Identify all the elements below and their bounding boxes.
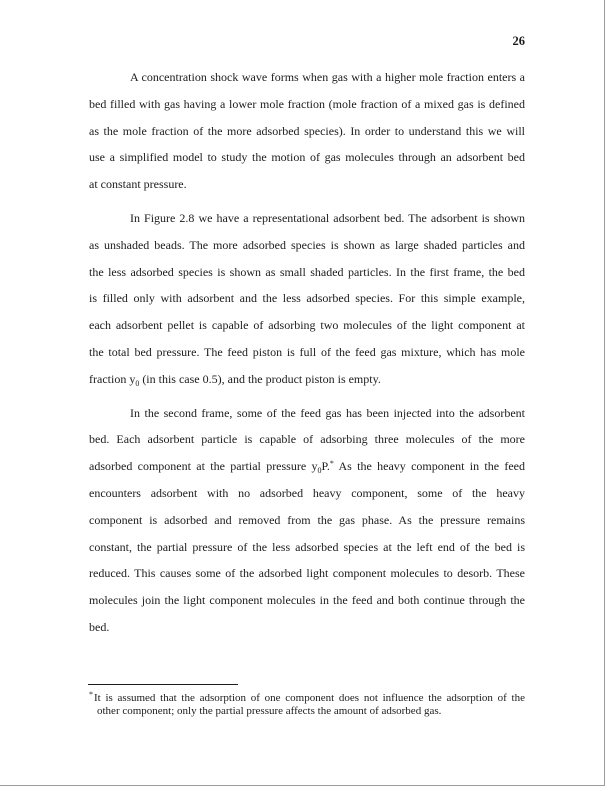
text-line: is filled only with adsorbent and the less adsorbed species. For this simple example, — [89, 291, 525, 306]
text-line — [89, 453, 525, 480]
text-line: bed filled with gas having a lower mole fraction (mole fraction of a mixed gas is defined — [89, 96, 525, 111]
footnote-separator — [88, 684, 238, 685]
text-line: A concentration shock wave forms when gas with a higher mole fraction enters a — [130, 70, 525, 84]
footnote — [89, 692, 525, 717]
text-line: molecules join the light component molecules in the feed and both continue through the — [89, 593, 525, 608]
subscript: 0 — [135, 378, 140, 388]
text-segment: P. — [321, 459, 330, 474]
text-segment: As the heavy component in the feed — [333, 459, 526, 474]
footnote-marker: * — [89, 690, 93, 699]
text-line: component is adsorbed and removed from the gas phase. As the pressure remains — [89, 512, 525, 527]
text-line: In the second frame, some of the feed gas has been injected into the adsorbent — [130, 405, 525, 420]
text-line — [89, 366, 525, 393]
body-text — [89, 64, 525, 648]
text-line: as the mole fraction of the more adsorbed species). In order to understand this we will — [89, 123, 525, 138]
text-line: bed. Each adsorbent particle is capable of adsorbing three molecules of the more — [89, 432, 525, 447]
text-line: use a simplified model to study the motion of gas molecules through an adsorbent bed — [89, 150, 525, 165]
text-line: encounters adsorbent with no adsorbed heavy component, some of the heavy — [89, 485, 525, 500]
text-segment: (in this case 0.5), and the product piston is empty. — [139, 371, 381, 386]
text-line: constant, the partial pressure of the less adsorbed species at the left end of the bed is — [89, 539, 525, 554]
text-line: bed. — [89, 619, 110, 634]
text-line: the less adsorbed species is shown as small shaded particles. In the first frame, the bed — [89, 264, 525, 279]
text-segment: fraction y — [89, 371, 136, 386]
text-line: at constant pressure. — [89, 177, 187, 192]
page-edge-right — [604, 0, 605, 786]
page-edge-bottom — [0, 785, 605, 786]
paragraph-second-frame — [89, 400, 525, 641]
page-number: 26 — [512, 34, 525, 48]
text-segment: adsorbed component at the partial pressure y — [89, 459, 318, 474]
text-line: the total bed pressure. The feed piston is full of the feed gas mixture, which has mole — [89, 344, 525, 359]
footnote-line: It is assumed that the adsorption of one component does not influence the adsorption of the — [94, 692, 525, 704]
footnote-reference: * — [329, 459, 334, 469]
text-line: reduced. This causes some of the adsorbed light component molecules to desorb. These — [89, 566, 525, 581]
footnote-line: other component; only the partial pressure affects the amount of adsorbed gas. — [97, 704, 442, 717]
text-line: In Figure 2.8 we have a representational adsorbent bed. The adsorbent is shown — [130, 210, 525, 225]
paragraph-figure-description — [89, 205, 525, 393]
subscript: 0 — [317, 466, 322, 476]
paragraph-shock-wave — [89, 64, 525, 198]
text-line: each adsorbent pellet is capable of adsorbing two molecules of the light component at — [89, 318, 525, 333]
text-line: as unshaded beads. The more adsorbed species is shown as large shaded particles and — [89, 237, 525, 252]
